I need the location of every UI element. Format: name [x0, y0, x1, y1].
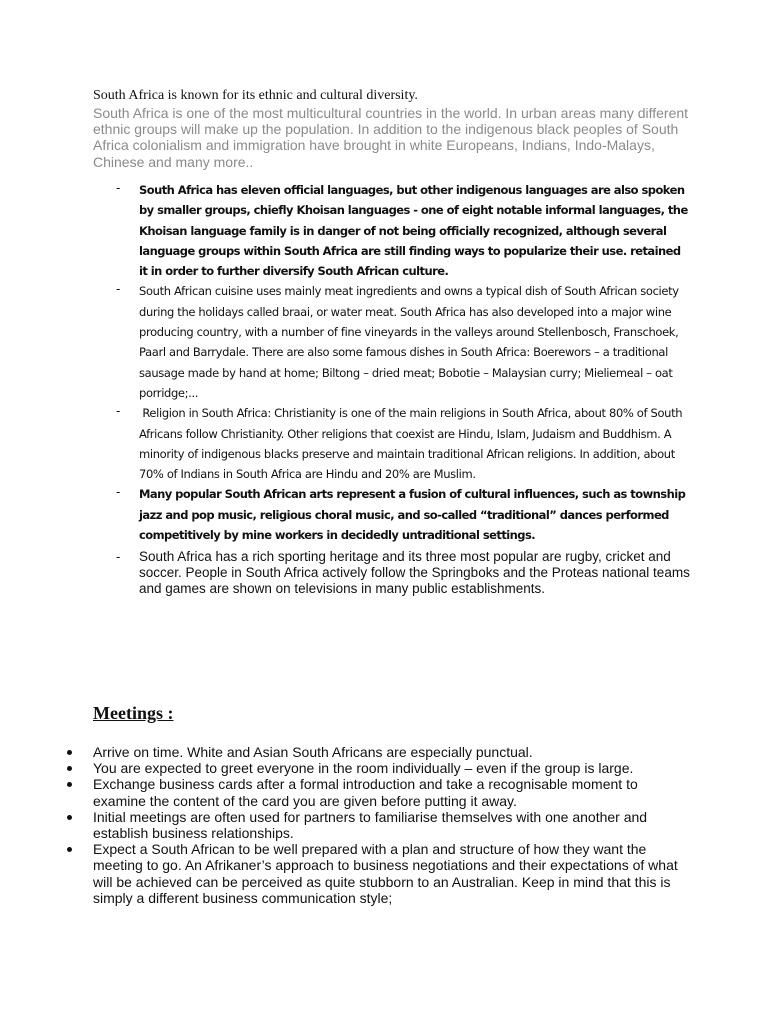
section-heading: South Africa is known for its ethnic and cultural diversity.	[93, 88, 418, 103]
list-item	[64, 744, 684, 760]
list-item	[64, 760, 684, 776]
intro-paragraph: South Africa is one of the most multicultural countries in the world. In urban areas many different ethnic groups will make up the population. In addition to the indigenous black peoples of South Africa colonialism and immigration have brought in white Europeans, Indians, Indo-Malays, Chinese and many more..	[93, 105, 689, 170]
list-item	[110, 281, 690, 403]
dash-marker: -	[116, 180, 121, 195]
bullet-icon	[67, 782, 72, 787]
list-item-text: Many popular South African arts represent a fusion of cultural influences, such as township jazz and pop music, religious choral music, and so-called “traditional” dances performed competitively by mine workers in decidedly untraditional settings.	[139, 487, 686, 543]
dash-marker: -	[116, 484, 121, 500]
culture-facts-list	[110, 180, 690, 597]
list-item-text: Exchange business cards after a formal introduction and take a recognisable moment to examine the content of the card you are given before putting it away.	[93, 776, 638, 809]
list-item	[110, 180, 690, 281]
meetings-heading: Meetings :	[93, 703, 174, 723]
meetings-list	[64, 744, 684, 906]
list-item-text: South African cuisine uses mainly meat ingredients and owns a typical dish of South African society during the holidays called braai, or water meat. South Africa has also developed into a major wine producing country, with a number of fine vineyards in the valleys around Stellenbosch, Franschoek, Paarl and Barrydale. There are also some famous dishes in South Africa: Boerewors – a traditional sausage made by hand at home; Biltong – dried meat; Bobotie – Malaysian curry; Mieliemeal – oat porridge;...	[139, 284, 679, 400]
list-item	[64, 809, 684, 841]
bullet-icon	[67, 847, 72, 852]
list-item	[110, 549, 690, 597]
dash-marker: -	[116, 549, 121, 565]
list-item	[64, 776, 684, 808]
bullet-icon	[67, 815, 72, 820]
list-item	[110, 484, 690, 545]
list-item-text: Arrive on time. White and Asian South Africans are especially punctual.	[93, 744, 533, 760]
dash-marker: -	[116, 403, 121, 419]
list-item-text: You are expected to greet everyone in the room individually – even if the group is large.	[93, 760, 634, 777]
list-item-text: Religion in South Africa: Christianity is one of the main religions in South Africa, about 80% of South Africans follow Christianity. Other religions that coexist are Hindu, Islam, Judaism and Buddhism. A minority of indigenous blacks preserve and maintain traditional African religions. In addition, about 70% of Indians in South Africa are Hindu and 20% are Muslim.	[139, 406, 686, 482]
list-item	[110, 403, 690, 484]
bullet-icon	[67, 750, 72, 755]
list-item-text: South Africa has eleven official languages, but other indigenous languages are also spoken by smaller groups, chiefly Khoisan languages - one of eight notable informal languages, the Khoisan language family is in danger of not being officially recognized, although several language groups within South Africa are still finding ways to popularize their use. retained it in order to further diversify South African culture.	[139, 183, 688, 279]
list-item-text: Expect a South African to be well prepared with a plan and structure of how they want the meeting to go. An Afrikaner’s approach to business negotiations and their expectations of what will be achieved can be perceived as quite stubborn to an Australian. Keep in mind that this is simply a different business communication style;	[93, 841, 678, 906]
list-item-text: South Africa has a rich sporting heritage and its three most popular are rugby, cricket and soccer. People in South Africa actively follow the Springboks and the Proteas national teams and games are shown on televisions in many public establishments.	[139, 549, 690, 597]
dash-marker: -	[116, 281, 121, 297]
list-item-text: Initial meetings are often used for partners to familiarise themselves with one another and establish business relationships.	[93, 808, 648, 842]
bullet-icon	[67, 766, 72, 771]
list-item	[64, 841, 684, 906]
